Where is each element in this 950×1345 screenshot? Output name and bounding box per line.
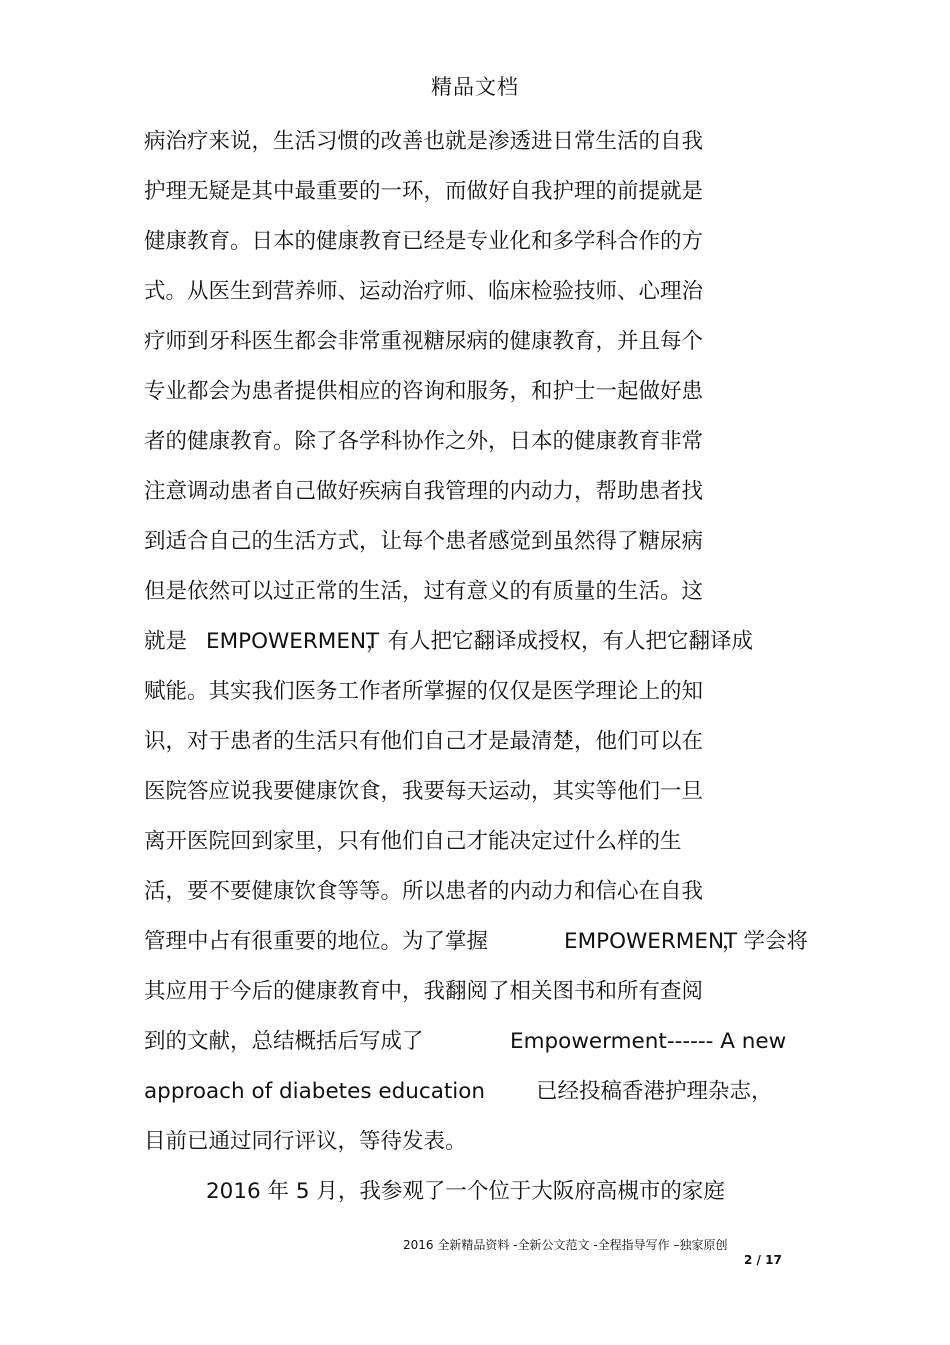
body-line: 其应用于今后的健康教育中，我翻阅了相关图书和所有查阅	[144, 979, 704, 1004]
body-line: 离开医院回到家里，只有他们自己才能决定过什么样的生	[144, 829, 682, 854]
body-line: 到适合自己的生活方式，让每个患者感觉到虽然得了糖尿病	[144, 529, 704, 554]
body-line: 注意调动患者自己做好疾病自我管理的内动力，帮助患者找	[144, 479, 704, 504]
body-line: 专业都会为患者提供相应的咨询和服务，和护士一起做好患	[144, 379, 704, 404]
body-line: 但是依然可以过正常的生活，过有意义的有质量的生活。这	[144, 579, 704, 604]
body-line: 医院答应说我要健康饮食，我要每天运动，其实等他们一旦	[144, 779, 704, 804]
body-line: 活，要不要健康饮食等等。所以患者的内动力和信心在自我	[144, 879, 704, 904]
body-line: 式。从医生到营养师、运动治疗师、临床检验技师、心理治	[144, 279, 704, 304]
page-number: 2 / 17	[744, 1253, 782, 1267]
body-line: 者的健康教育。除了各学科协作之外，日本的健康教育非常	[144, 429, 704, 454]
body-line: 护理无疑是其中最重要的一环，而做好自我护理的前提就是	[144, 179, 704, 204]
footer-text: 2016 全新精品资料 -全新公文范文 -全程指导写作 –独家原创	[403, 1238, 728, 1252]
body-text: 已经投稿香港护理杂志，	[536, 1079, 773, 1104]
body-term-empowerment: EMPOWERMENT	[206, 629, 380, 654]
body-text: 到的文献，总结概括后写成了	[144, 1029, 424, 1054]
body-text: ，学会将	[722, 929, 809, 954]
body-text: 管理中占有很重要的地位。为了掌握	[144, 929, 489, 954]
body-line: 病治疗来说，生活习惯的改善也就是渗透进日常生活的自我	[144, 129, 704, 154]
body-line: 健康教育。日本的健康教育已经是专业化和多学科合作的方	[144, 229, 704, 254]
body-term-empowerment: EMPOWERMENT	[564, 929, 738, 954]
paper-title-part-2: approach of diabetes education	[144, 1079, 486, 1104]
body-text: 就是	[144, 629, 188, 654]
body-text: ，有人把它翻译成授权，有人把它翻译成	[366, 629, 754, 654]
body-line: 疗师到牙科医生都会非常重视糖尿病的健康教育，并且每个	[144, 329, 704, 354]
body-line: 目前已通过同行评议，等待发表。	[144, 1129, 467, 1154]
page-header-title: 精品文档	[431, 75, 519, 99]
body-paragraph-start: 2016 年 5 月，我参观了一个位于大阪府高槻市的家庭	[206, 1179, 725, 1204]
body-line: 识，对于患者的生活只有他们自己才是最清楚，他们可以在	[144, 729, 704, 754]
body-line: 赋能。其实我们医务工作者所掌握的仅仅是医学理论上的知	[144, 679, 704, 704]
paper-title-part-1: Empowerment------ A new	[510, 1029, 787, 1054]
